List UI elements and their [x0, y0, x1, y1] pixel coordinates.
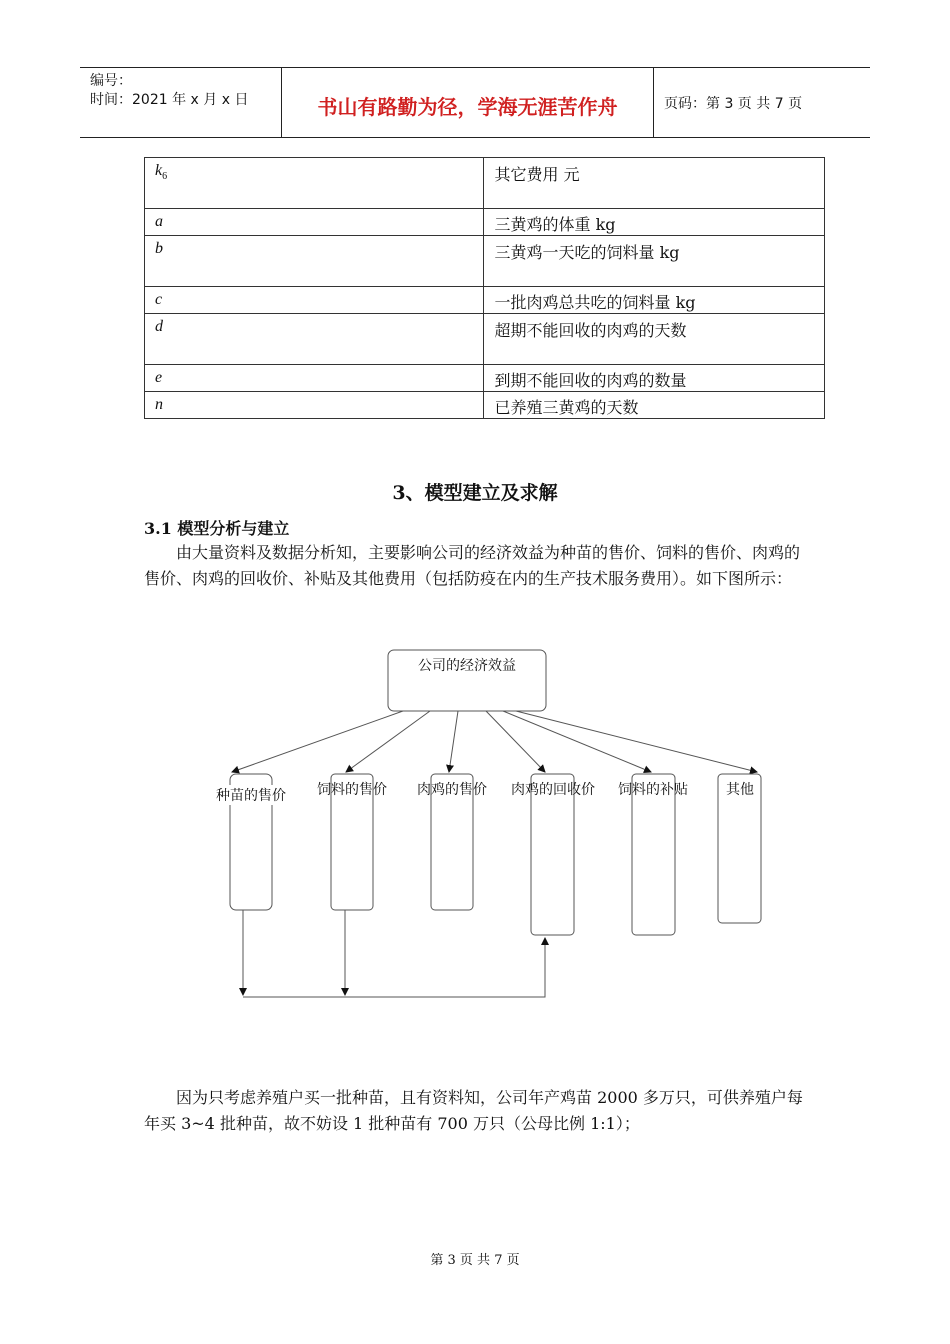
variable-description: 三黄鸡的体重 kg — [484, 209, 825, 236]
paragraph-assumption: 因为只考虑养殖户买一批种苗，且有资料知，公司年产鸡苗 2000 多万只，可供养殖户每年买 3~4 批种苗，故不妨设 1 批种苗有 700 万只（公母比例 1:1）； — [144, 1088, 803, 1133]
arrow-to-recycle — [486, 711, 545, 772]
feedback-connectors — [243, 910, 545, 997]
subsection-title: 3.1 模型分析与建立 — [144, 519, 290, 538]
variable-description: 一批肉鸡总共吃的饲料量 kg — [484, 287, 825, 314]
variable-description: 其它费用 元 — [484, 158, 825, 209]
number-label: 编号： — [90, 73, 132, 89]
child-label-recycle: 肉鸡的回收价 — [511, 782, 595, 798]
page-footer: 第 3 页 共 7 页 — [430, 1253, 520, 1268]
arrow-to-seedling — [232, 711, 403, 772]
child-label-subsidy: 饲料的补贴 — [618, 782, 688, 798]
child-box — [632, 774, 675, 935]
header-motto: 书山有路勤为径，学海无涯苦作舟 — [282, 68, 654, 137]
variable-description: 到期不能回收的肉鸡的数量 — [484, 365, 825, 392]
child-label-other: 其他 — [726, 782, 754, 798]
section-title: 3、模型建立及求解 — [392, 482, 558, 504]
header-page-info: 页码：第 3 页 共 7 页 — [664, 95, 803, 112]
arrow-to-broiler — [449, 711, 458, 772]
child-label-broiler: 肉鸡的售价 — [417, 782, 487, 798]
child-label-feed: 饲料的售价 — [317, 782, 387, 798]
root-label: 公司的经济效益 — [418, 658, 516, 674]
variable-symbol: d — [145, 314, 484, 365]
child-box — [531, 774, 574, 935]
variable-description: 三黄鸡一天吃的饲料量 kg — [484, 236, 825, 287]
arrow-to-other — [516, 711, 757, 772]
variable-symbol: e — [145, 365, 484, 392]
variable-description: 超期不能回收的肉鸡的天数 — [484, 314, 825, 365]
variable-symbol: a — [145, 209, 484, 236]
time-label: 时间：2021 年 x 月 x 日 — [90, 92, 249, 108]
variable-symbol: n — [145, 392, 484, 419]
arrow-to-feed — [346, 711, 430, 772]
variable-symbol: c — [145, 287, 484, 314]
paragraph-intro: 由大量资料及数据分析知，主要影响公司的经济效益为种苗的售价、饲料的售价、肉鸡的售价、肉鸡的回收价、补贴及其他费用（包括防疫在内的生产技术服务费用）。如下图所示： — [144, 543, 801, 588]
variable-description: 已养殖三黄鸡的天数 — [484, 392, 825, 419]
arrow-to-subsidy — [503, 711, 651, 772]
connector-arrows — [232, 711, 757, 772]
variable-symbol: b — [145, 236, 484, 287]
child-label-seedling: 种苗的售价 — [216, 788, 286, 804]
variable-symbol: $k_6$ — [145, 158, 484, 209]
